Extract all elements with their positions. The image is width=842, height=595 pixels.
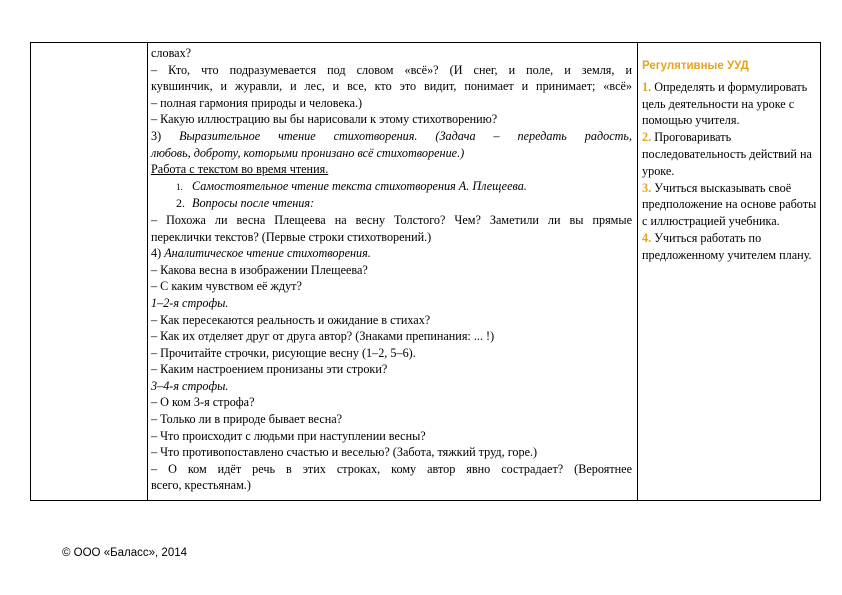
text-line: – Похожа ли весна Плещеева на весну Толстого? Чем? Заметили ли вы прямые [151,212,632,227]
uud-item-number: 3. [642,180,652,195]
uud-item [642,230,818,264]
step-title: Выразительное чтение стихотворения. (Задача – передать радость, [179,128,633,143]
lesson-table [30,42,821,501]
numbered-item [151,195,632,212]
text-line: – Что противопоставлено счастью и веселью? (Забота, тяжкий труд, горе.) [151,445,538,460]
text-line: словах? [151,46,192,60]
text-line: – О ком идёт речь в этих строках, кому автор явно сострадает? (Вероятнее [151,461,632,476]
text-line: – Каким настроением пронизаны эти строки? [151,362,388,377]
copyright-footer: © ООО «Баласс», 2014 [62,547,188,559]
text-line [151,245,632,262]
text-line: любовь, доброту, которыми пронизано всё стихотворение.) [151,145,465,160]
text-line: – С каким чувством её ждут? [151,279,302,294]
item-text: Вопросы после чтения: [192,196,315,211]
lesson-content-cell [151,45,632,494]
uud-cell [642,58,818,264]
subheading: 3–4-я строфы. [151,378,229,393]
uud-item-text: Проговаривать последовательность действий на уроке. [642,130,812,178]
column-divider-2 [637,43,638,500]
uud-item [642,180,818,230]
column-divider-1 [147,43,148,500]
table-border-right [820,43,821,500]
item-number: 1. [176,181,183,192]
section-heading: Работа с текстом во время чтения. [151,162,329,177]
text-line: – Какова весна в изображении Плещеева? [151,262,368,277]
uud-item-number: 4. [642,230,652,245]
item-text: Самостоятельное чтение текста стихотворения А. Плещеева. [192,178,527,193]
uud-item [642,79,818,129]
text-line: кувшинчик, и журавли, и лес, и все, кто это видит, понимает и принимает; «всё» [151,79,632,94]
text-line: – полная гармония природы и человека.) [151,95,363,110]
step-title: Аналитическое чтение стихотворения. [164,246,371,261]
uud-item [642,129,818,179]
text-line: – Как их отделяет друг от друга автор? (Знаками препинания: ... !) [151,329,495,344]
text-line: – Только ли в природе бывает весна? [151,412,343,427]
uud-header: Регулятивные УУД [642,60,749,72]
text-line: – Что происходит с людьми при наступлении весны? [151,428,426,443]
text-line: – Кто, что подразумевается под словом «всё»? (И снег, и поле, и земля, и [151,62,632,77]
uud-item-text: Учиться работать по предложенному учителем плану. [642,230,812,262]
text-line: – Прочитайте строчки, рисующие весну (1–2, 5–6). [151,345,416,360]
item-number: 2. [176,196,185,211]
text-line: – О ком 3-я строфа? [151,395,255,410]
uud-item-number: 2. [642,130,652,145]
text-line: переклички текстов? (Первые строки стихотворений.) [151,229,432,244]
text-line: – Какую иллюстрацию вы бы нарисовали к этому стихотворению? [151,112,498,127]
text-line: – Как пересекаются реальность и ожидание в стихах? [151,312,431,327]
step-number: 4) [151,246,162,261]
uud-item-text: Определять и формулировать цель деятельности на уроке с помощью учителя. [642,79,808,128]
text-line: всего, крестьянам.) [151,478,251,493]
table-border-left [30,43,31,500]
text-line [151,128,632,145]
step-number: 3) [151,128,162,143]
uud-item-number: 1. [642,79,652,94]
uud-item-text: Учиться высказывать своё предположение на основе работы с иллюстрацией учебника. [642,180,817,229]
subheading: 1–2-я строфы. [151,295,229,310]
numbered-item [151,178,632,196]
